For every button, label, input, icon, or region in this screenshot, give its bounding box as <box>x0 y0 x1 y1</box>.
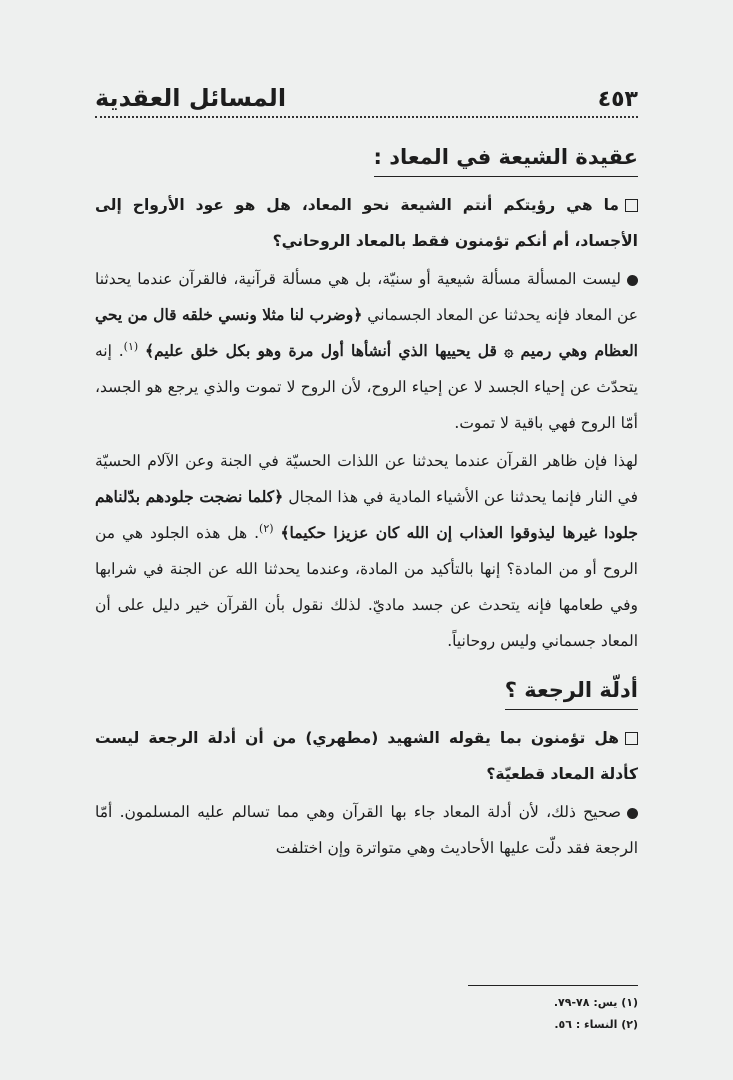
answer-text: ليست المسألة مسألة شيعية أو سنيّة، بل هي مسألة قرآنية، فالقرآن عندما يحدثنا عن المعاد فإنه يحدثنا عن المعاد الجسماني <box>95 270 639 324</box>
answer-paragraph <box>95 794 638 866</box>
running-title: المسائل العقدية <box>95 84 287 112</box>
question-paragraph <box>95 720 638 792</box>
question-paragraph <box>95 187 638 259</box>
question-square-icon <box>625 199 638 212</box>
question-text: هل تؤمنون بما يقوله الشهيد (مطهري) من أن أدلة الرجعة ليست كأدلة المعاد قطعيّة؟ <box>95 729 638 783</box>
question-text: ما هي رؤيتكم أنتم الشيعة نحو المعاد، هل هو عود الأرواح إلى الأجساد، أم أنكم تؤمنون فقط بالمعاد الروحاني؟ <box>95 196 638 250</box>
quran-verse: ﴿وضرب لنا مثلا ونسي خلقه قال من يحي العظام وهي رميم ۞ قل يحييها الذي أنشأها أول مرة وهو بكل خلق عليم﴾ <box>95 305 638 360</box>
footnote-item: (١) يس: ٧٨-٧٩. <box>553 996 638 1009</box>
footnote-item: (٢) النساء : ٥٦. <box>554 1018 638 1031</box>
answer-dot-icon <box>627 808 638 819</box>
section-title-maad: عقيدة الشيعة في المعاد : <box>374 140 639 177</box>
paragraph-text: لهذا فإن ظاهر القرآن عندما يحدثنا عن اللذات الحسيّة في الجنة وعن الآلام الحسيّة في النار فإنما يحدثنا عن الأشياء المادية في هذا المجال <box>95 452 638 506</box>
question-square-icon <box>625 732 638 745</box>
answer-paragraph <box>95 261 638 441</box>
paragraph-text-cont: . هل هذه الجلود هي من الروح أو من المادة؟ إنها بالتأكيد من المادة، وعندما يحدثنا الله عن الجنة في شرابها وفي طعامها فإنه يتحدث عن جسد ماديّ. لذلك نقول بأن القرآن خير دليل على أن المعاد جسماني وليس روحانياً. <box>95 524 638 650</box>
page-header <box>95 80 638 118</box>
answer-dot-icon <box>627 275 638 286</box>
footnote-ref: (٢) <box>259 521 274 535</box>
footnote-ref: (١) <box>123 339 139 353</box>
footnotes <box>468 985 638 1036</box>
page-content <box>95 140 638 868</box>
answer-text-cont: . إنه يتحدّث عن إحياء الجسد لا عن إحياء الروح، لأن الروح لا تموت والذي يرجع هو الجسد، أمّا الروح فهي باقية لا تموت. <box>95 342 638 432</box>
body-paragraph <box>95 443 638 659</box>
quran-verse: ﴿كلما نضجت جلودهم بدّلناهم جلودا غيرها ليذوقوا العذاب إن الله كان عزيزا حكيما﴾ <box>95 487 638 542</box>
section-title-raja: أدلّة الرجعة ؟ <box>505 673 638 710</box>
page-number: ٤٥٣ <box>597 87 638 112</box>
answer-text: صحيح ذلك، لأن أدلة المعاد جاء بها القرآن وهي مما تسالم عليه المسلمون. أمّا الرجعة فقد دلّت عليها الأحاديث وهي متواترة وإن اختلفت <box>95 803 638 857</box>
